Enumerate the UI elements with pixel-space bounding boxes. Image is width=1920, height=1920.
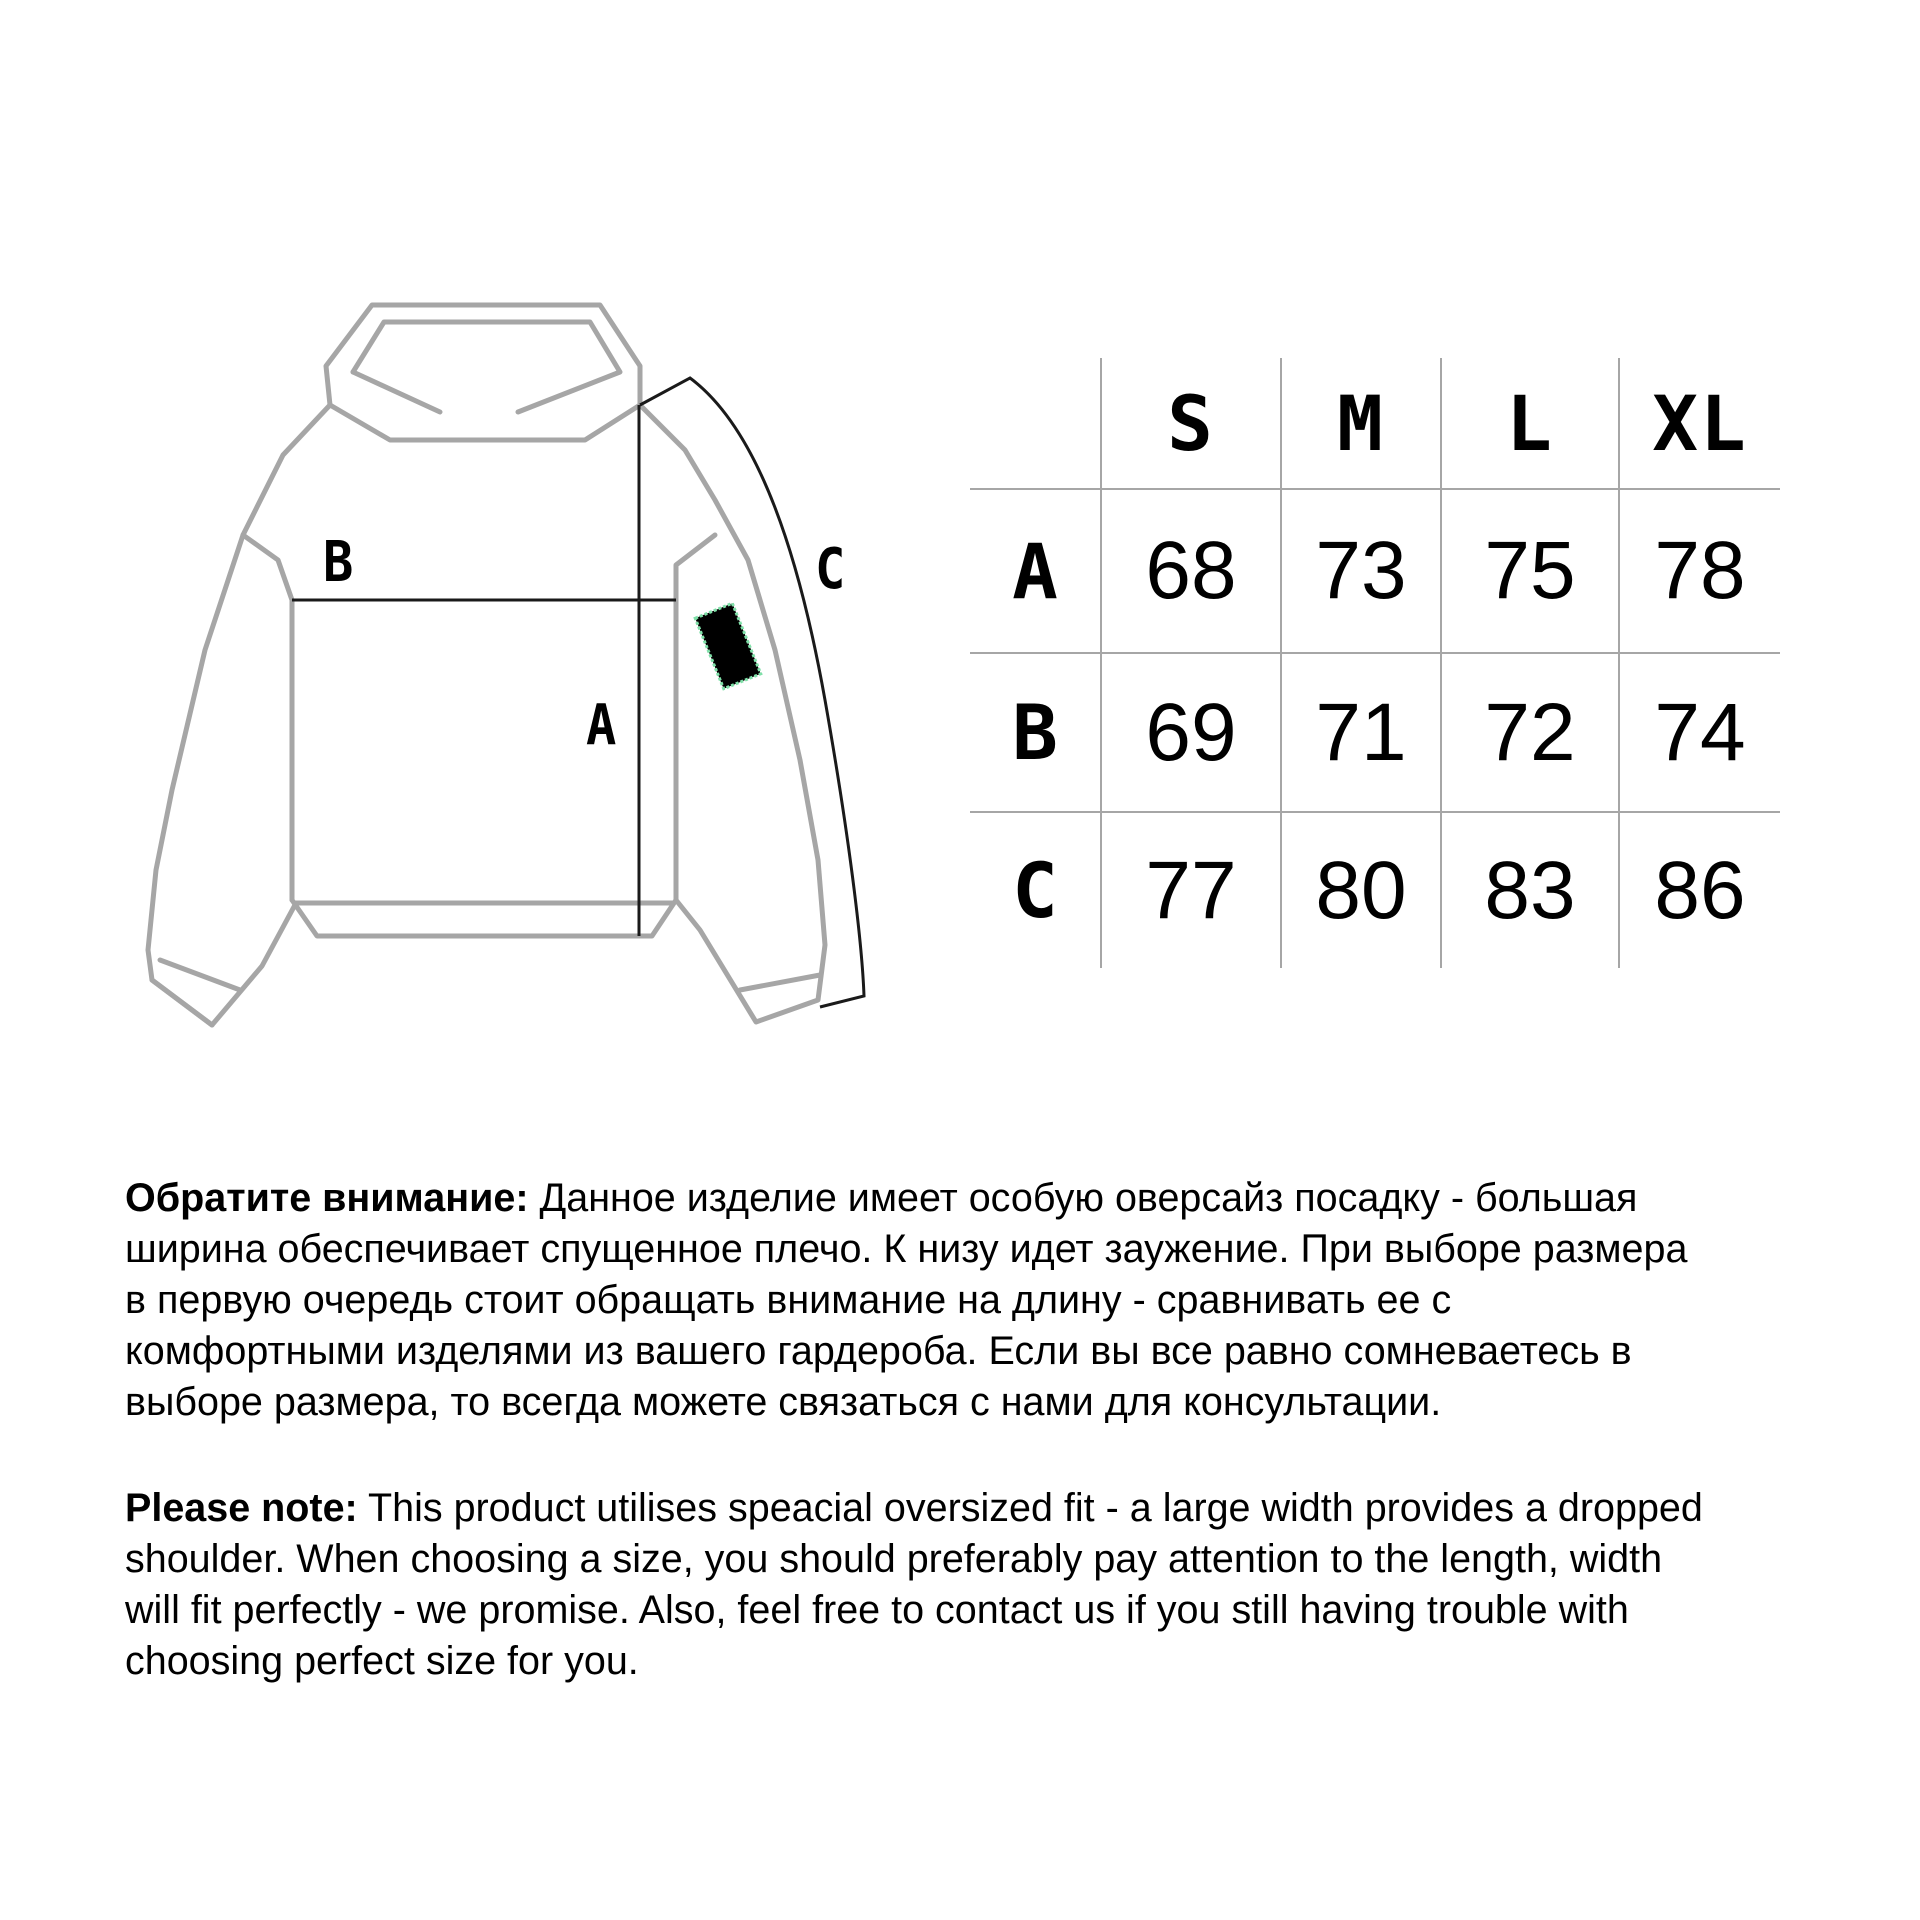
note-ru-lead: Обратите внимание:	[125, 1176, 529, 1220]
note-en-text: This product utilises speacial oversized fit - a large width provides a dropped	[367, 1486, 1703, 1530]
right-cuff-line	[740, 975, 820, 990]
table-cell: 71	[1315, 686, 1407, 778]
note-ru-line	[125, 1173, 1885, 1224]
hood-inner-left	[353, 372, 440, 412]
row-label-b: B	[1012, 688, 1058, 777]
table-cell: 73	[1315, 525, 1407, 616]
table-cell: 80	[1315, 844, 1407, 936]
left-armhole	[243, 535, 292, 870]
note-ru-line: ширина обеспечивает спущенное плечо. К низу идет заужение. При выборе размера	[125, 1227, 1688, 1271]
note-en-line	[125, 1483, 1885, 1534]
hood-inner	[353, 322, 620, 412]
measurement-lines	[292, 378, 864, 1007]
sleeve-patch-icon	[695, 603, 761, 688]
row-label-c: C	[1012, 846, 1058, 935]
left-sleeve	[148, 405, 330, 1025]
diagram-label-c: C	[815, 537, 846, 602]
table-cell: 83	[1484, 844, 1576, 936]
hoodie-diagram	[0, 0, 900, 1060]
table-cell: 74	[1654, 686, 1746, 778]
note-ru-line: в первую очередь стоит обращать внимание на длину - сравнивать ее с	[125, 1278, 1452, 1322]
note-en-line: choosing perfect size for you.	[125, 1639, 639, 1683]
note-ru-line: выборе размера, то всегда можете связаться с нами для консультации.	[125, 1380, 1442, 1424]
table-cell: 77	[1145, 844, 1237, 936]
size-header-l: L	[1506, 378, 1554, 468]
table-cell: 75	[1484, 525, 1576, 616]
table-cell: 86	[1654, 844, 1746, 936]
left-cuff-line	[160, 960, 240, 990]
note-ru-text: Данное изделие имеет особую оверсайз посадку - большая	[539, 1176, 1638, 1220]
size-header-s: S	[1167, 378, 1215, 468]
size-table	[970, 358, 1780, 968]
size-header-xl: XL	[1652, 378, 1748, 468]
diagram-label-a: A	[586, 693, 617, 758]
note-en-lead: Please note:	[125, 1486, 358, 1530]
table-cell: 72	[1484, 686, 1576, 778]
right-sleeve	[640, 405, 825, 1022]
right-armhole	[676, 535, 715, 600]
note-en-line: shoulder. When choosing a size, you should preferably pay attention to the length, width	[125, 1537, 1663, 1581]
diagram-label-b: B	[323, 530, 354, 595]
size-header-m: M	[1337, 378, 1385, 468]
note-en	[125, 1483, 1885, 1687]
body-hem	[292, 600, 676, 936]
note-ru-line: комфортными изделями из вашего гардероба. Если вы все равно сомневаетесь в	[125, 1329, 1632, 1373]
table-cell: 69	[1145, 686, 1237, 778]
note-ru	[125, 1173, 1885, 1428]
left-cuff	[152, 980, 212, 1025]
neckline	[330, 405, 640, 440]
note-en-line: will fit perfectly - we promise. Also, feel free to contact us if you still having trouble with	[125, 1588, 1629, 1632]
table-cell: 68	[1145, 525, 1237, 616]
table-cell: 78	[1654, 525, 1746, 616]
row-label-a: A	[1012, 526, 1058, 616]
